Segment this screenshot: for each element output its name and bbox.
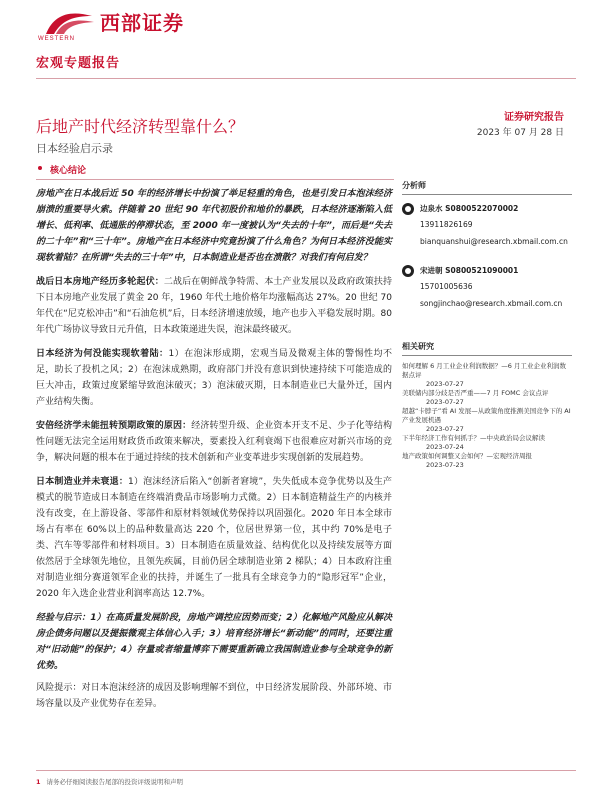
- brand-name: 西部证券: [100, 11, 184, 35]
- paragraph-lead: 日本制造业并未衰退：: [36, 477, 129, 487]
- sidebar: [402, 180, 572, 470]
- analyst-email[interactable]: songjinchao@research.xbmail.com.cn: [420, 299, 563, 308]
- report-type: 宏观专题报告: [36, 56, 121, 71]
- related-link[interactable]: 下半年经济工作有何抓手？—中央政治局会议解读: [402, 434, 545, 442]
- analyst-email[interactable]: bianquanshui@research.xbmail.com.cn: [420, 237, 568, 246]
- paragraph-body: 二战后在朝鲜战争特需、本土产业发展以及政府政策扶持下日本房地产业发展了黄金 20 年，1960 年代土地价格年均涨幅高达 27%。20 世纪 70 年代在“尼克松冲击”和“石油危机”后，日本经济增速放缓，地产也步入平稳发展时期。80 年代广场协议导致日元升值，日本政策递进失误，泡沫最终破灭。: [36, 277, 392, 335]
- main-content: [36, 186, 392, 720]
- paragraph: [36, 474, 392, 602]
- related-heading: 相关研究: [402, 341, 572, 356]
- paragraph-lead: 日本经济为何没能实现软着陆：: [36, 349, 169, 359]
- paragraph-body: 经济转型升级、企业资本开支不足、少子化等结构性问题无法完全运用财政货币政策来解决，要素投入红利衰竭下也很难应对新兴市场的竞争，解决问题的根本在于通过持续的技术创新和产业变革进步实现创新的发展趋势。: [36, 421, 392, 463]
- report-title: 后地产时代经济转型靠什么？: [36, 117, 245, 136]
- related-date: 2023-07-24: [426, 443, 464, 451]
- paragraph-body: 1）在高质量发展阶段，房地产调控应因势而变；2）化解地产风险应从解决房企债务问题以及提振微观主体信心入手；3）培育经济增长“新动能”的同时，还要注重对“旧动能”的保护；4）存量或者缩量博弈下需要重新确立我国制造业参与全球竞争的新优势。: [36, 613, 392, 671]
- analyst-name: 宋进朝 S0800521090001: [420, 266, 519, 275]
- analyst-card: [402, 265, 572, 327]
- paragraph-lead: 经验与启示：: [36, 613, 91, 623]
- section-divider: [36, 179, 394, 180]
- analyst-card: [402, 203, 572, 265]
- phone-icon: [402, 203, 414, 215]
- report-date: 2023 年 07 月 28 日: [476, 128, 564, 138]
- analyst-phone: 15701005636: [420, 282, 473, 291]
- related-item[interactable]: [402, 362, 572, 389]
- paragraph-lessons: [36, 610, 392, 674]
- footer-disclaimer: 请务必仔细阅读报告尾部的投资评级说明和声明: [46, 778, 184, 786]
- related-link[interactable]: 美联储内部分歧是否严重——7 月 FOMC 会议点评: [402, 389, 549, 397]
- logo-subtext: WESTERN: [38, 36, 75, 42]
- section-label: 核心结论: [50, 166, 87, 176]
- bullet-icon: [38, 166, 42, 170]
- related-link[interactable]: 超越“卡脖子”看 AI 发展—从政策角度推测美国竞争下的 AI 产业发展机遇: [402, 407, 571, 424]
- page-footer: [36, 777, 183, 786]
- analyst-heading: 分析师: [402, 180, 572, 195]
- page-number: 1: [36, 778, 41, 786]
- related-item[interactable]: [402, 389, 572, 407]
- related-item[interactable]: [402, 434, 572, 452]
- related-item[interactable]: [402, 452, 572, 470]
- paragraph: [36, 418, 392, 466]
- phone-icon: [402, 265, 414, 277]
- paragraph-lead: 房地产在日本战后近 50 年的经济增长中扮演了举足轻重的角色，也是引发日本泡沫经济崩溃的重要导火索。伴随着 20 世纪 90 年代初股价和地价的暴跌，日本经济逐渐陷入低增长、低利率、低通胀的停滞状态，至 2000 年一度被认为“失去的十年”，而后是“失去的二十年”和“三十年”。: [36, 189, 392, 247]
- paragraph: [36, 346, 392, 410]
- related-link[interactable]: 如何理解 6 月工业企业利润数据？—6 月工业企业利润数据点评: [402, 362, 566, 379]
- related-date: 2023-07-27: [426, 380, 464, 388]
- footer-divider: [36, 770, 576, 771]
- risk-note: 风险提示：对日本泡沫经济的成因及影响理解不到位，中日经济发展阶段、外部环境、市场容量以及产业优势存在差异。: [36, 683, 392, 709]
- related-link[interactable]: 地产政策如何调整又会如何？—宏观经济周报: [402, 452, 532, 460]
- related-item[interactable]: [402, 407, 572, 434]
- western-logo-icon: [40, 6, 98, 38]
- section-heading: [36, 163, 396, 179]
- analyst-phone: 13911826169: [420, 220, 473, 229]
- related-date: 2023-07-27: [426, 425, 464, 433]
- paragraph: [36, 274, 392, 338]
- paragraph-lead: 安倍经济学未能扭转预期政策的原因：: [36, 421, 192, 431]
- paragraph-intro: [36, 186, 392, 266]
- paragraph-body: 1）泡沫经济后陷入“创新者窘境”，失失低成本竞争优势以及生产模式的脱节造成日本制造在终端消费品市场影响力式微。2）日本制造精益生产的内核并没有改变，在上游设备、零部件和原材料领域优势保持以巩固强化。2020 年日本全球市场占有率在 60%以上的品种数量高达 220 个，位居世界第一位，其中约 70%是电子类、汽车等零部件和材料项目。3）日本制造在质量效益、结构优化以及持续发展等方面依然居于全球领先地位，且领先疾属，目前仍居全球制造业第 2 梯队；4）日本政府注重对制造业细分赛道领军企业的扶持，并诞生了一批具有全球竞争力的“隐形冠军”企业，2020 年入选企业营业利润率高达 12.7%。: [36, 477, 392, 599]
- related-date: 2023-07-23: [426, 461, 464, 469]
- report-header: [0, 0, 600, 88]
- related-date: 2023-07-27: [426, 398, 464, 406]
- doc-type-label: 证券研究报告: [504, 112, 564, 123]
- paragraph-body: 1）在泡沫形成期，宏观当局及微观主体的警惕性均不足，助长了投机之风；2）在泡沫成熟期，政府部门并没有意识到快速持续下可能造成的巨大冲击，政策过度紧缩导致泡沫破灭；3）泡沫破灭期，日本制造业已大量外迁，国内产业结构失衡。: [36, 349, 392, 407]
- paragraph-body: 房地产在日本经济中究竟扮演了什么角色？为何日本经济没能实现软着陆？在所谓“失去的三十年”中，日本制造业是否也在溃散？对我们有何启发？: [36, 237, 392, 263]
- analyst-name: 边泉水 S0800522070002: [420, 204, 519, 213]
- report-subtitle: 日本经验启示录: [36, 142, 113, 155]
- header-divider: [36, 78, 576, 79]
- paragraph-lead: 战后日本房地产经历多轮起伏：: [36, 277, 164, 287]
